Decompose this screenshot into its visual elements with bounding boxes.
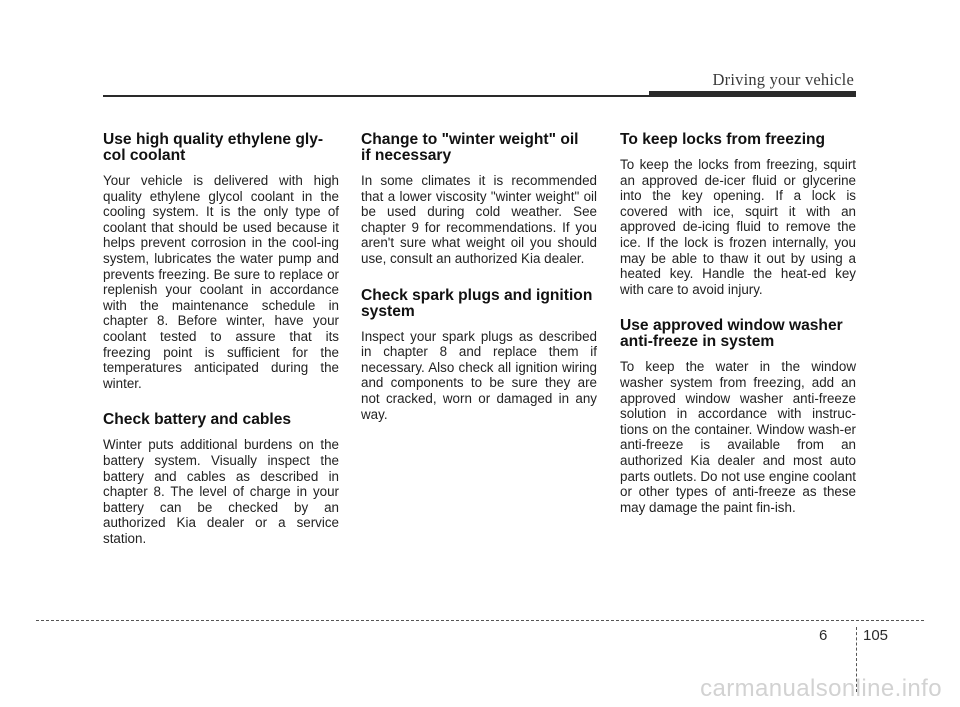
column-2 (361, 132, 597, 443)
watermark: carmanualsonline.info (700, 675, 942, 702)
heading-battery: Check battery and cables (103, 411, 292, 429)
body-winter-oil: In some climates it is recommended that a lower viscosity "winter weight" oil be used during cold weather. See chapter 9 for recommendations. If you aren't sure what weight oil you should use, consult an authorized Kia dealer. (361, 173, 597, 266)
heading-washer: Use approved window washer anti-freeze in system (620, 317, 843, 351)
body-coolant: Your vehicle is delivered with high quality ethylene glycol coolant in the cooling system. It is the only type of coolant that should be used because it helps prevent corrosion in the cool-ing system, lubricates the water pump and prevents freezing. Be sure to replace or replenish your coolant in accordance with the maintenance schedule in chapter 8. Before winter, have your coolant tested to assure that its freezing point is sufficient for the temperatures anticipated during the winter. (103, 173, 339, 391)
heading-locks: To keep locks from freezing (620, 131, 826, 148)
header-accent-bar (649, 91, 856, 97)
page-number: 105 (863, 627, 889, 644)
footer-rule (36, 620, 924, 621)
heading-coolant: Use high quality ethylene gly- col coolant (103, 131, 324, 164)
body-locks: To keep the locks from freezing, squirt an approved de-icer fluid or glycerine into the key opening. If a lock is covered with ice, squirt it with an approved de-icing fluid to remove the ice. If the lock is frozen internally, you may be able to thaw it out by using a heated key. Handle the heat-ed key with care to avoid injury. (620, 157, 856, 297)
column-3 (620, 132, 856, 536)
body-spark-plugs: Inspect your spark plugs as described in chapter 8 and replace them if necessary. Also check all ignition wiring and components to be sure they are not cracked, worn or damaged in any way. (361, 328, 597, 422)
column-1 (103, 132, 339, 567)
chapter-number: 6 (819, 627, 828, 644)
body-washer: To keep the water in the window washer system from freezing, add an approved window washer anti-freeze solution in accordance with instruc-tions on the container. Window wash-er anti-freeze is available from an authorized Kia dealer and most auto parts outlets. Do not use engine coolant or other types of anti-freeze as these may damage the paint fin-ish. (620, 359, 856, 515)
body-battery: Winter puts additional burdens on the battery system. Visually inspect the battery and cables as described in chapter 8. The level of charge in your battery can be checked by an authorized Kia dealer or a service station. (103, 437, 339, 546)
heading-spark-plugs: Check spark plugs and ignition system (361, 286, 593, 320)
heading-winter-oil: Change to "winter weight" oil if necessary (361, 131, 579, 164)
section-title: Driving your vehicle (712, 70, 854, 89)
